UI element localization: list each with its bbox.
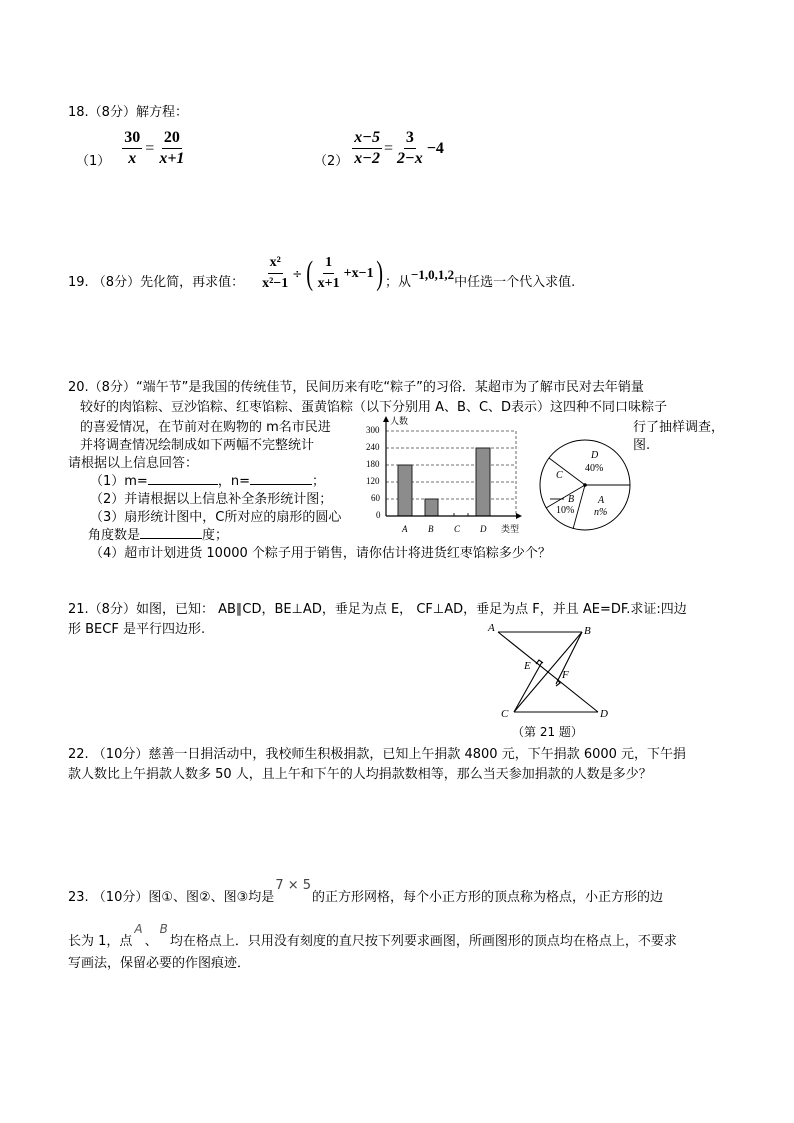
q20-line-4b: 图.	[633, 438, 651, 453]
pie-label-b: B	[568, 494, 575, 505]
q23-line-2	[68, 922, 677, 949]
q20-sub3-a: （3）扇形统计图中，C所对应的扇形的圆心	[90, 510, 342, 525]
q18-header: 18.（8分）解方程：	[68, 105, 188, 120]
fraction	[352, 129, 382, 168]
x-tick: B	[428, 524, 434, 534]
right-paren: )	[375, 254, 383, 292]
separator: 、	[144, 934, 158, 949]
equals-sign: =	[383, 139, 394, 157]
q20-sub3-b	[88, 526, 228, 546]
label-m: （1）m=	[90, 474, 148, 489]
label-angle: 角度数是	[88, 528, 141, 543]
label-n: ，n=	[217, 474, 250, 489]
numerator: x−5	[352, 129, 382, 149]
y-tick: 240	[366, 442, 380, 452]
expression-tail: +x−1	[343, 265, 374, 281]
q20-sub1	[90, 472, 325, 492]
answer-blank-n[interactable]	[250, 472, 312, 485]
equals-sign: =	[145, 139, 155, 157]
denominator: x+1	[317, 276, 340, 291]
q19	[68, 254, 575, 293]
q19-prefix: 19. （8分）先化简，再求值：	[68, 275, 245, 290]
point-b: B	[159, 922, 168, 936]
pie-label-c: C	[556, 470, 563, 481]
x-axis-label: 类型	[501, 525, 520, 535]
q23-line-1	[68, 878, 664, 905]
q18-equation-1	[76, 128, 186, 169]
fraction	[122, 129, 142, 168]
fraction	[157, 129, 186, 168]
q20-line-3b: 行了抽样调查，	[633, 420, 725, 435]
point-a: A	[134, 922, 143, 936]
point-f-label: F	[562, 669, 569, 681]
y-tick: 120	[366, 476, 380, 486]
label-degree: 度；	[202, 528, 229, 543]
point-e-label: E	[524, 660, 531, 672]
q23-line-1a: 23. （10分）图①、图②、图③均是	[68, 890, 275, 905]
y-tick: 180	[366, 459, 380, 469]
semicolon: ；	[311, 474, 325, 489]
fraction	[260, 254, 290, 293]
numerator: 20	[162, 129, 182, 149]
q23-line-2b: 均在格点上．只用没有刻度的直尺按下列要求画图，所画图形的顶点均在格点上，不要求	[169, 934, 677, 949]
point-b-label: B	[584, 625, 591, 637]
fraction	[395, 129, 425, 168]
q22-line-1: 22. （10分）慈善一日捐活动中，我校师生积极捐款，已知上午捐款 4800 元，下午捐款 6000 元，下午捐	[68, 747, 687, 762]
q23-line-2a: 长为 1，点	[68, 934, 133, 949]
y-tick: 300	[366, 425, 380, 435]
q20-line-3a: 的喜爱情况，在节前对在购物的 m名市民进	[80, 420, 331, 435]
pie-label-d: D	[591, 450, 599, 461]
x-tick: A	[402, 524, 408, 534]
q20-line-2: 较好的肉馅粽、豆沙馅粽、红枣馅粽、蛋黄馅粽（以下分别用 A、B、C、D表示）这四种不同口味粽子	[80, 400, 668, 415]
fraction	[316, 254, 342, 293]
left-paren: (	[306, 254, 314, 292]
division-sign: ÷	[292, 266, 303, 281]
q23-line-3: 写画法，保留必要的作图痕迹．	[68, 956, 251, 971]
y-tick: 0	[376, 510, 381, 520]
denominator: x+1	[159, 150, 185, 167]
minus-four: −4	[426, 139, 444, 157]
q21-line-1: 21.（8分）如图，已知： AB∥CD，BE⊥AD，垂足为点 E， CF⊥AD，垂足为点 F，并且 AE=DF.求证:四边	[68, 602, 687, 617]
pie-label-a: A	[598, 495, 605, 506]
numerator: 1	[323, 254, 334, 274]
q20-line-5: 请根据以上信息回答：	[68, 456, 199, 471]
y-axis-label: 人数	[390, 417, 409, 427]
x-tick: C	[454, 524, 461, 534]
numerator: 3	[404, 129, 416, 149]
q18-equation-2	[314, 128, 444, 169]
q20-sub2: （2）并请根据以上信息补全条形统计图；	[90, 492, 333, 507]
q18-part2-label: （2）	[314, 154, 349, 169]
answer-blank-angle[interactable]	[140, 526, 202, 539]
y-tick: 60	[371, 493, 380, 503]
denominator: x−2	[354, 150, 380, 167]
denominator: x	[128, 150, 137, 167]
q20-sub4: （4）超市计划进货 10000 个粽子用于销售，请你估计将进货红枣馅粽多少个？	[90, 546, 551, 561]
grid-size: 7 × 5	[275, 878, 312, 893]
pie-value-a: n%	[594, 507, 608, 518]
q21-figure	[484, 622, 620, 740]
q20-line-1: 20.（8分）“端午节”是我国的传统佳节，民间历来有吃“粽子”的习俗．某超市为了解市民对去年销量	[68, 380, 644, 395]
numerator: 30	[122, 129, 142, 149]
q19-values: −1,0,1,2	[410, 266, 455, 282]
pie-chart	[538, 438, 634, 532]
pie-value-d: 40%	[585, 463, 604, 474]
point-a-label: A	[488, 622, 495, 634]
q22-line-2: 款人数比上午捐款人数多 50 人，且上午和下午的人均捐款数相等，那么当天参加捐款的人数是多少？	[68, 767, 652, 782]
q19-mid: ；从	[384, 275, 411, 290]
x-tick: D	[480, 524, 487, 534]
point-c-label: C	[501, 708, 509, 720]
pie-value-b: 10%	[556, 505, 575, 516]
q21-line-2: 形 BECF 是平行四边形.	[68, 622, 206, 637]
answer-blank-m[interactable]	[148, 472, 218, 485]
q18-part1-label: （1）	[76, 154, 111, 169]
denominator: 2−x	[397, 150, 423, 167]
q19-suffix: 中任选一个代入求值.	[454, 275, 576, 290]
figure-caption: （第 21 题）	[512, 725, 583, 739]
numerator: x²	[268, 254, 283, 274]
denominator: x²−1	[262, 276, 289, 291]
q20-line-4a: 并将调查情况绘制成如下两幅不完整统计	[80, 438, 315, 453]
point-d-label: D	[600, 708, 608, 720]
bar-chart	[364, 414, 524, 540]
q23-line-1b: 的正方形网格，每个小正方形的顶点称为格点，小正方形的边	[312, 890, 664, 905]
